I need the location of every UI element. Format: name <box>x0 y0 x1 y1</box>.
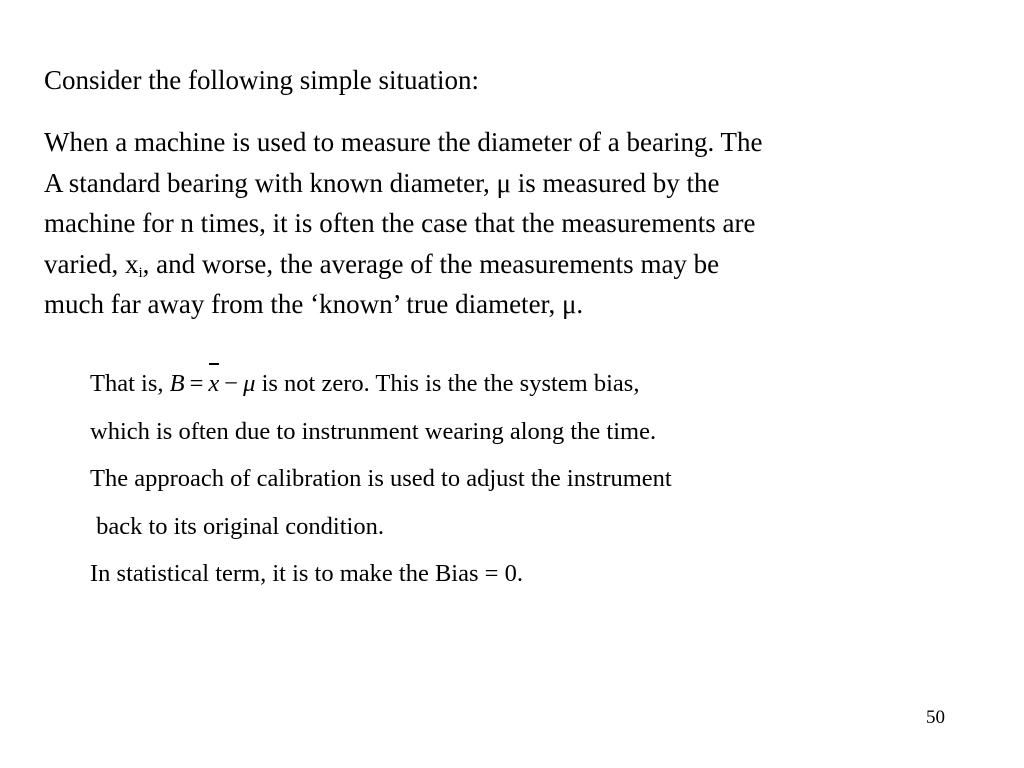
paragraph-line-3: machine for n times, it is often the case that the measurements are <box>44 208 756 238</box>
detail-line-4: back to its original condition. <box>90 512 384 540</box>
paragraph-line-4-start: varied, x <box>44 248 139 279</box>
detail-line-3: The approach of calibration is used to adjust the instrument <box>90 465 672 492</box>
situation-paragraph <box>44 122 984 325</box>
page-number: 50 <box>926 707 945 728</box>
paragraph-line-2: A standard bearing with known diameter, μ is measured by the <box>44 167 720 198</box>
subscript-i: i <box>138 264 143 281</box>
detail-line-1-end: is not zero. This is the the system bias, <box>255 370 640 397</box>
detail-line-1 <box>90 360 672 408</box>
detail-line-5: In statistical term, it is to make the Bias = 0. <box>90 560 523 587</box>
paragraph-line-5: much far away from the ‘known’ true diameter, μ. <box>44 289 584 319</box>
formula-xbar: x <box>208 360 219 408</box>
detail-line-1-start: That is, <box>90 370 170 397</box>
formula-minus: − <box>224 370 239 397</box>
intro-heading: Consider the following simple situation: <box>44 65 479 95</box>
formula-mu: μ <box>243 370 256 397</box>
formula-equals: = <box>189 370 204 397</box>
formula-b: B <box>169 370 185 397</box>
detail-line-2: which is often due to instrunment wearing along the time. <box>90 417 657 445</box>
paragraph-line-4 <box>44 244 984 285</box>
paragraph-line-4-end: , and worse, the average of the measurements may be <box>142 248 720 279</box>
paragraph-line-1: When a machine is used to measure the diameter of a bearing. The <box>44 127 763 157</box>
bias-explanation <box>90 360 672 598</box>
bias-formula <box>170 370 256 397</box>
